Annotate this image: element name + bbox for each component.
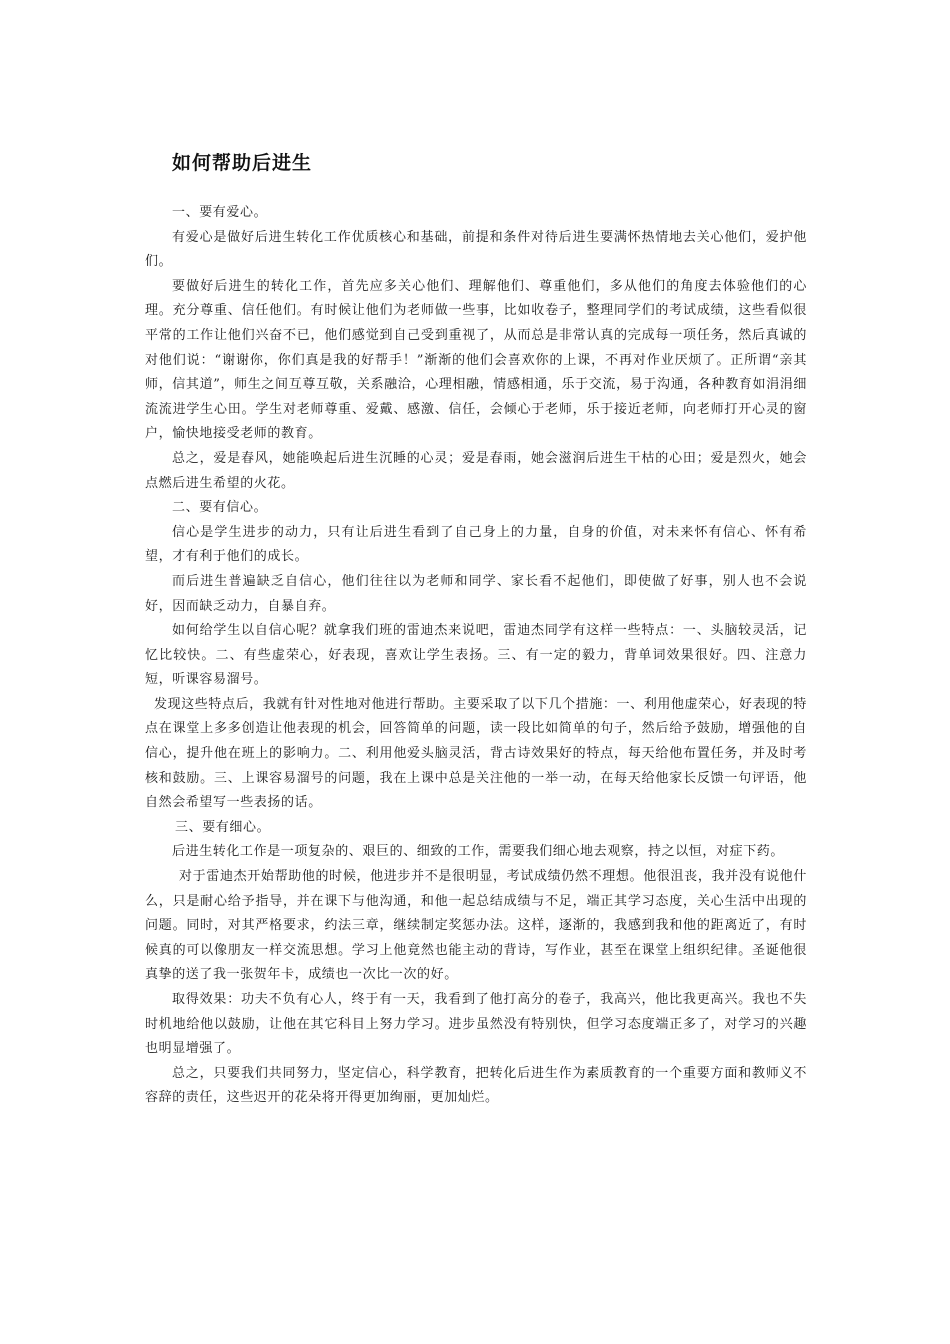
section-heading-confidence: 二、要有信心。 xyxy=(172,500,268,516)
paragraph: 总之，爱是春风，她能唤起后进生沉睡的心灵；爱是春雨，她会滋润后进生干枯的心田；爱是烈火，她会点燃后进生希望的火花。 xyxy=(145,450,807,491)
paragraph: 而后进生普遍缺乏自信心，他们往往以为老师和同学、家长看不起他们，即使做了好事，别人也不会说好，因而缺乏动力，自暴自弃。 xyxy=(145,573,807,614)
paragraph: 如何给学生以自信心呢？就拿我们班的雷迪杰来说吧，雷迪杰同学有这样一些特点：一、头脑较灵活，记忆比较快。二、有些虚荣心，好表现，喜欢让学生表扬。三、有一定的毅力，背单词效果很好。四、注意力短，听课容易溜号。 xyxy=(145,623,807,688)
paragraph: 信心是学生进步的动力，只有让后进生看到了自己身上的力量，自身的价值，对未来怀有信心、怀有希望，才有利于他们的成长。 xyxy=(145,524,807,565)
paragraph: 要做好后进生的转化工作，首先应多关心他们、理解他们、尊重他们，多从他们的角度去体验他们的心理。充分尊重、信任他们。有时候让他们为老师做一些事，比如收卷子，整理同学们的考试成绩，这些看似很平常的工作让他们兴奋不已，他们感觉到自己受到重视了，从而总是非常认真的完成每一项任务，然后真诚的对他们说：“谢谢你，你们真是我的好帮手！”渐渐的他们会喜欢你的上课，不再对作业厌烦了。正所谓“亲其师，信其道”，师生之间互尊互敬，关系融洽，心理相融，情感相通，乐于交流，易于沟通，各种教育如涓涓细流流进学生心田。学生对老师尊重、爱戴、感激、信任，会倾心于老师，乐于接近老师，向老师打开心灵的窗户，愉快地接受老师的教育。 xyxy=(145,278,807,442)
paragraph: 后进生转化工作是一项复杂的、艰巨的、细致的工作，需要我们细心地去观察，持之以恒，对症下药。 xyxy=(172,844,785,860)
paragraph: 有爱心是做好后进生转化工作优质核心和基础，前提和条件对待后进生要满怀热情地去关心他们，爱护他们。 xyxy=(145,229,807,270)
section-heading-care: 三、要有细心。 xyxy=(175,819,271,835)
paragraph: 取得效果：功夫不负有心人，终于有一天，我看到了他打高分的卷子，我高兴，他比我更高兴。我也不失时机地给他以鼓励，让他在其它科目上努力学习。进步虽然没有特别快，但学习态度端正多了，对学习的兴趣也明显增强了。 xyxy=(145,992,807,1057)
paragraph: 发现这些特点后，我就有针对性地对他进行帮助。主要采取了以下几个措施：一、利用他虚荣心，好表现的特点在课堂上多多创造让他表现的机会，回答简单的问题，读一段比如简单的句子，然后给予鼓励，增强他的自信心，提升他在班上的影响力。二、利用他爱头脑灵活，背古诗效果好的特点，每天给他布置任务，并及时考核和鼓励。三、上课容易溜号的问题，我在上课中总是关注他的一举一动，在每天给他家长反馈一句评语，他自然会希望写一些表扬的话。 xyxy=(145,696,807,811)
document-title: 如何帮助后进生 xyxy=(172,152,313,174)
section-heading-love: 一、要有爱心。 xyxy=(172,205,268,220)
paragraph: 总之，只要我们共同努力，坚定信心，科学教育，把转化后进生作为素质教育的一个重要方面和教师义不容辞的责任，这些迟开的花朵将开得更加绚丽，更加灿烂。 xyxy=(145,1065,807,1106)
document-body xyxy=(145,201,807,1111)
paragraph: 对于雷迪杰开始帮助他的时候，他进步并不是很明显，考试成绩仍然不理想。他很沮丧，我并没有说他什么，只是耐心给予指导，并在课下与他沟通，和他一起总结成绩与不足，端正其学习态度，关心生活中出现的问题。同时，对其严格要求，约法三章，继续制定奖惩办法。这样，逐渐的，我感到我和他的距离近了，有时候真的可以像朋友一样交流思想。学习上他竟然也能主动的背诗，写作业，甚至在课堂上组织纪律。圣诞他很真挚的送了我一张贺年卡，成绩也一次比一次的好。 xyxy=(145,869,807,983)
